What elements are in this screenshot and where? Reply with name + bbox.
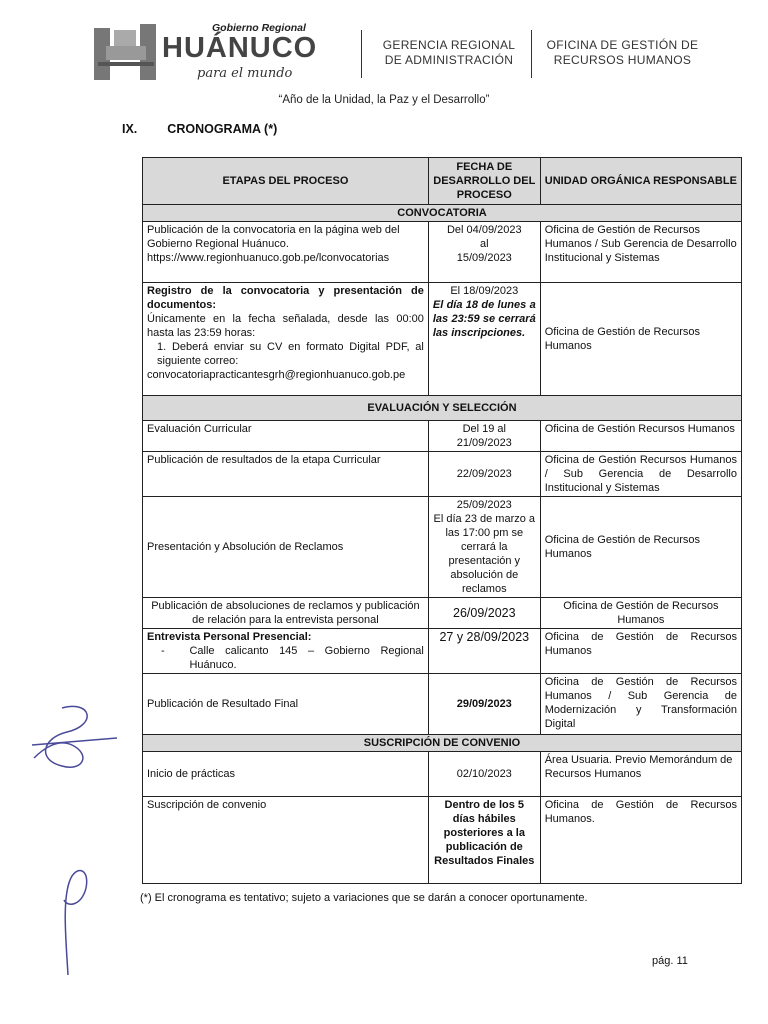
unit-cell: Oficina de Gestión de Recursos Humanos / Sub Gerencia de Modernización y Transformación Digital bbox=[540, 674, 741, 735]
date-line: Del 04/09/2023 bbox=[446, 224, 522, 236]
table-row bbox=[143, 452, 742, 497]
dept-administracion bbox=[374, 38, 524, 68]
unit-cell: Oficina de Gestión de Recursos Humanos bbox=[540, 629, 741, 674]
logo-top-text: Gobierno Regional bbox=[212, 22, 306, 34]
group-title: SUSCRIPCIÓN DE CONVENIO bbox=[143, 735, 742, 752]
stage-cell: Publicación de Resultado Final bbox=[143, 674, 429, 735]
date-cell: 29/09/2023 bbox=[428, 674, 540, 735]
date-cell: 22/09/2023 bbox=[428, 452, 540, 497]
date-line: Del 19 al bbox=[462, 423, 506, 435]
unit-cell: Oficina de Gestión de Recursos Humanos / Sub Gerencia de Desarrollo Institucional y Sistemas bbox=[540, 222, 741, 283]
date-line: al bbox=[480, 238, 489, 250]
date-cell: Dentro de los 5 días hábiles posteriores a la publicación de Resultados Finales bbox=[428, 797, 540, 884]
date-cell: 26/09/2023 bbox=[428, 598, 540, 629]
stage-cell: Evaluación Curricular bbox=[143, 421, 429, 452]
dept-line: OFICINA DE GESTIÓN DE bbox=[546, 38, 699, 52]
date-line: 25/09/2023 bbox=[456, 499, 512, 511]
table-row bbox=[143, 421, 742, 452]
table-row bbox=[143, 283, 742, 396]
stage-cell: Inicio de prácticas bbox=[143, 752, 429, 797]
dept-line: DE ADMINISTRACIÓN bbox=[384, 53, 514, 67]
table-row bbox=[143, 497, 742, 598]
footnote: (*) El cronograma es tentativo; sujeto a variaciones que se darán a conocer oportunamente. bbox=[140, 892, 588, 904]
date-note: El día 23 de marzo a las 17:00 pm se cerrará la presentación y absolución de reclamos bbox=[433, 513, 536, 595]
dept-line: RECURSOS HUMANOS bbox=[553, 53, 692, 67]
group-row bbox=[143, 396, 742, 421]
stage-title: Registro de la convocatoria y presentación de documentos: bbox=[147, 285, 424, 311]
unit-cell: Oficina de Gestión Recursos Humanos bbox=[540, 421, 741, 452]
page-header bbox=[0, 0, 768, 100]
gobierno-regional-logo bbox=[92, 22, 340, 86]
date-cell: 27 y 28/09/2023 bbox=[428, 629, 540, 674]
unit-cell: Oficina de Gestión de Recursos Humanos. bbox=[540, 797, 741, 884]
stage-text: Publicación de la convocatoria en la página web del Gobierno Regional Huánuco. bbox=[147, 224, 400, 250]
table-row bbox=[143, 629, 742, 674]
logo-emblem-icon bbox=[92, 22, 162, 84]
header-cell: FECHA DE DESARROLLO DEL PROCESO bbox=[428, 158, 540, 205]
date-line: 21/09/2023 bbox=[456, 437, 512, 449]
signature-mark-1 bbox=[22, 700, 122, 780]
date-cell bbox=[428, 283, 540, 396]
year-motto: “Año de la Unidad, la Paz y el Desarrollo” bbox=[278, 94, 490, 106]
table-row bbox=[143, 797, 742, 884]
stage-cell bbox=[143, 283, 429, 396]
stage-item: Calle calicanto 145 – Gobierno Regional Huánuco. bbox=[189, 645, 424, 671]
table-row bbox=[143, 752, 742, 797]
stage-item: 1. Deberá enviar su CV en formato Digital PDF, al siguiente correo: bbox=[157, 341, 424, 367]
date-cell: 02/10/2023 bbox=[428, 752, 540, 797]
section-number: IX. bbox=[122, 122, 138, 136]
logo-name: HUÁNUCO bbox=[162, 32, 318, 64]
header-divider bbox=[531, 30, 532, 78]
unit-cell: Oficina de Gestión de Recursos Humanos bbox=[540, 598, 741, 629]
date-cell bbox=[428, 421, 540, 452]
table-header-row bbox=[143, 158, 742, 205]
unit-cell: Oficina de Gestión Recursos Humanos / Sub Gerencia de Desarrollo Institucional y Sistemas bbox=[540, 452, 741, 497]
dept-line: GERENCIA REGIONAL bbox=[382, 38, 516, 52]
stage-bullet: - Calle calicanto 145 – Gobierno Regional Huánuco. bbox=[161, 645, 424, 671]
table-row bbox=[143, 674, 742, 735]
group-title: EVALUACIÓN Y SELECCIÓN bbox=[143, 396, 742, 421]
unit-cell: Oficina de Gestión de Recursos Humanos bbox=[540, 283, 741, 396]
header-divider bbox=[361, 30, 362, 78]
table-row bbox=[143, 598, 742, 629]
date-cell bbox=[428, 497, 540, 598]
page-number: pág. 11 bbox=[652, 955, 688, 967]
signature-mark-2 bbox=[48, 860, 108, 980]
stage-cell: Publicación de resultados de la etapa Curricular bbox=[143, 452, 429, 497]
stage-cell: Presentación y Absolución de Reclamos bbox=[143, 497, 429, 598]
stage-cell bbox=[143, 222, 429, 283]
schedule-table bbox=[142, 157, 742, 884]
stage-cell bbox=[143, 629, 429, 674]
header-cell: UNIDAD ORGÁNICA RESPONSABLE bbox=[540, 158, 741, 205]
section-title: CRONOGRAMA (*) bbox=[167, 122, 278, 136]
stage-email[interactable]: convocatoriapracticantesgrh@regionhuanuco.gob.pe bbox=[147, 369, 406, 381]
date-line: 15/09/2023 bbox=[456, 252, 512, 264]
unit-cell: Área Usuaria. Previo Memorándum de Recursos Humanos bbox=[540, 752, 741, 797]
group-row bbox=[143, 205, 742, 222]
date-line: El 18/09/2023 bbox=[450, 285, 519, 297]
stage-cell: Suscripción de convenio bbox=[143, 797, 429, 884]
table-row bbox=[143, 222, 742, 283]
date-cell bbox=[428, 222, 540, 283]
group-title: CONVOCATORIA bbox=[143, 205, 742, 222]
dept-rrhh bbox=[540, 38, 705, 68]
stage-title: Entrevista Personal Presencial: bbox=[147, 631, 312, 643]
section-heading bbox=[122, 122, 307, 136]
header-cell: ETAPAS DEL PROCESO bbox=[143, 158, 429, 205]
stage-cell: Publicación de absoluciones de reclamos y publicación de relación para la entrevista personal bbox=[143, 598, 429, 629]
group-row bbox=[143, 735, 742, 752]
stage-text: Únicamente en la fecha señalada, desde las 00:00 hasta las 23:59 horas: bbox=[147, 313, 424, 339]
stage-link[interactable]: https://www.regionhuanuco.gob.pe/lconvocatorias bbox=[147, 252, 390, 264]
unit-cell: Oficina de Gestión de Recursos Humanos bbox=[540, 497, 741, 598]
logo-tagline: para el mundo bbox=[197, 66, 293, 81]
date-note: El día 18 de lunes a las 23:59 se cerrará las inscripciones. bbox=[432, 299, 536, 339]
